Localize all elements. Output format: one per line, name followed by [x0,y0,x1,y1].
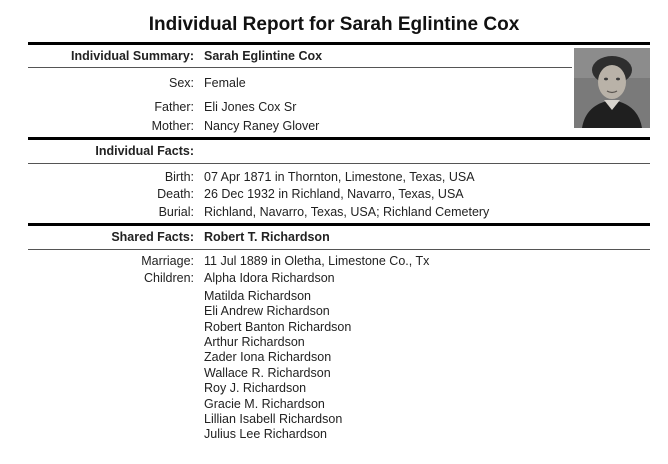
child-name: Matilda Richardson [204,289,311,303]
father-label: Father: [154,100,194,114]
child-name: Robert Banton Richardson [204,320,352,334]
section-divider [28,137,650,140]
father-value: Eli Jones Cox Sr [204,100,297,114]
child-name: Wallace R. Richardson [204,366,331,380]
birth-value: 07 Apr 1871 in Thornton, Limestone, Texas, USA [204,170,475,184]
death-label: Death: [157,187,194,201]
row-divider [28,163,650,164]
child-name: Gracie M. Richardson [204,397,325,411]
birth-label: Birth: [164,170,194,184]
sex-label: Sex: [168,76,194,90]
summary-label: Individual Summary: [71,49,194,63]
child-name: Roy J. Richardson [204,381,307,395]
children-label: Children: [143,271,194,285]
death-value: 26 Dec 1932 in Richland, Navarro, Texas, USA [204,187,464,201]
section-divider [28,42,650,45]
section-divider [28,223,650,226]
child-name: Zader Iona Richardson [204,350,332,364]
marriage-label: Marriage: [141,254,194,268]
facts-label: Individual Facts: [95,144,194,158]
row-divider [28,67,572,68]
burial-label: Burial: [158,205,194,219]
report-title: Individual Report for Sarah Eglintine Cox [148,14,520,35]
shared-label: Shared Facts: [111,230,194,244]
row-divider [28,249,650,250]
portrait-photo [574,48,650,128]
child-name: Lillian Isabell Richardson [204,412,343,426]
child-name: Arthur Richardson [204,335,305,349]
sex-value: Female [204,76,246,90]
person-name: Sarah Eglintine Cox [204,49,323,63]
mother-label: Mother: [151,119,194,133]
child-name: Eli Andrew Richardson [204,304,330,318]
mother-value: Nancy Raney Glover [204,119,320,133]
burial-value: Richland, Navarro, Texas, USA; Richland Cemetery [204,205,490,219]
spouse-name: Robert T. Richardson [204,230,330,244]
marriage-value: 11 Jul 1889 in Oletha, Limestone Co., Tx [204,254,430,268]
portrait-image [574,48,650,128]
child-name: Alpha Idora Richardson [204,271,335,285]
child-name: Julius Lee Richardson [204,427,327,441]
